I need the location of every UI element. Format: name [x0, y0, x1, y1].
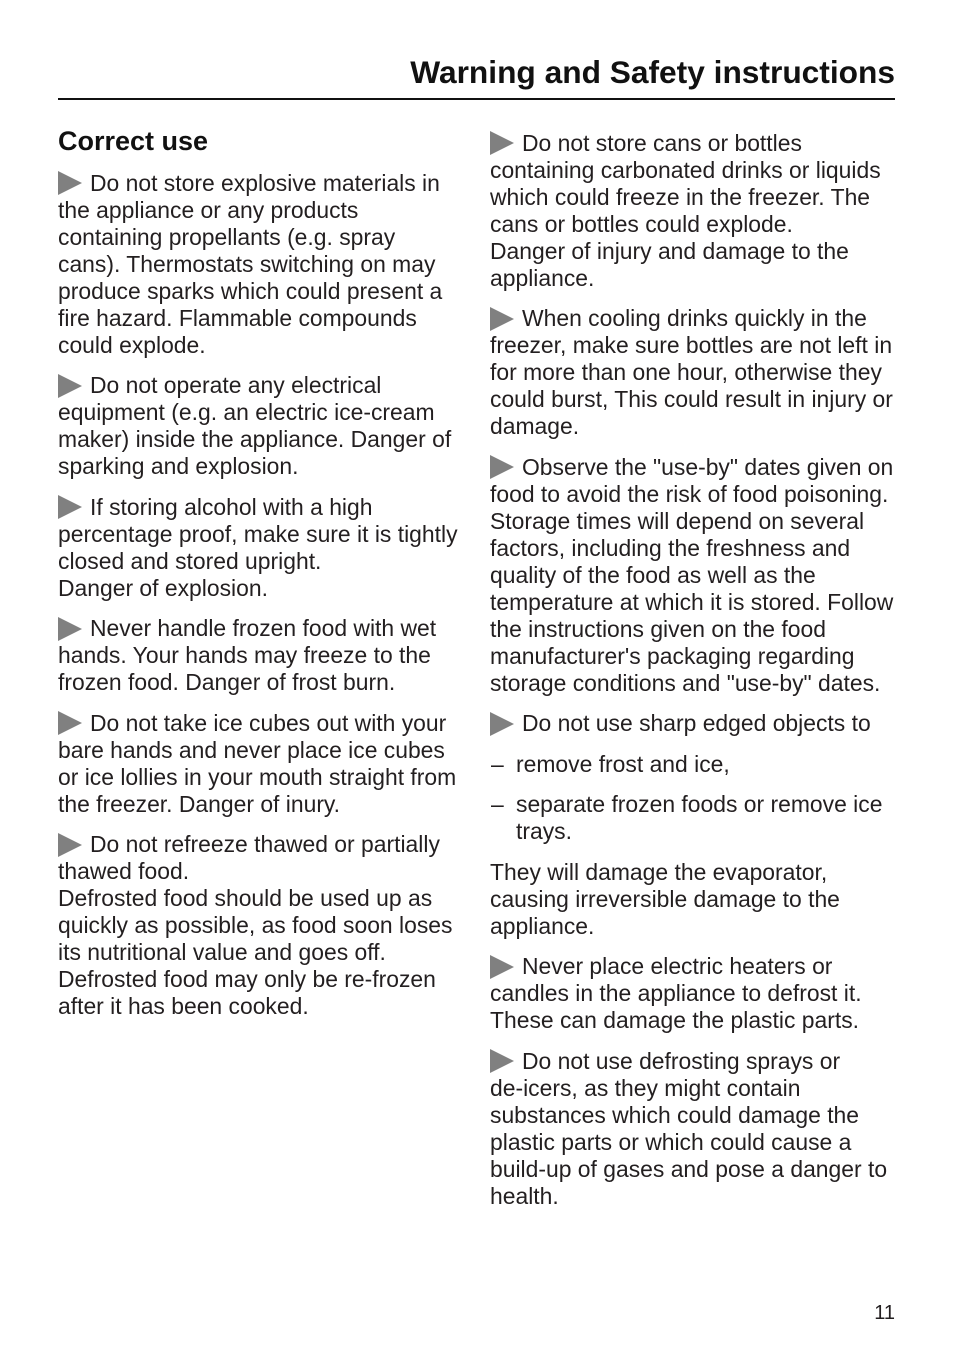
- warning-text: Do not use defrosting sprays or de-icers, as they might contain substances which could damage the plastic parts or which could cause a build-up of gases and pose a danger to health.: [490, 1047, 888, 1209]
- warning-text: Never handle frozen food with wet hands. Your hands may freeze to the frozen food. Danger of frost burn.: [58, 615, 437, 695]
- arrow-bullet-icon: [490, 455, 514, 479]
- arrow-bullet-icon: [490, 712, 514, 736]
- warning-text: If storing alcohol with a high percentage proof, make sure it is tightly closed and stored upright. Danger of explosion.: [58, 493, 458, 601]
- warning-text: Observe the "use-by" dates given on food to avoid the risk of food poisoning. Storage times will depend on several factors, including the freshness and quality of the food as well as the temperature at which it is stored. Follow the instructions given on the food manufacturer's packaging regarding storage conditions and "use-by" dates.: [490, 453, 894, 696]
- warning-text: Do not store cans or bottles containing carbonated drinks or liquids which could freeze in the freezer. The cans or bottles could explode. Danger of injury and damage to the appliance.: [490, 129, 881, 291]
- dash-marker: –: [491, 791, 504, 817]
- warning-item: [490, 130, 895, 292]
- section-heading: Correct use: [58, 126, 209, 156]
- warning-item: [58, 494, 462, 602]
- dash-marker: –: [491, 750, 504, 777]
- left-column: [58, 125, 462, 1034]
- warning-item: [490, 305, 895, 440]
- arrow-bullet-icon: [490, 1049, 514, 1073]
- warning-text: Do not operate any electrical equipment (e.g. an electric ice-cream maker) inside the appliance. Danger of sparking and explosion.: [58, 372, 452, 479]
- warning-text: Do not refreeze thawed or partially thawed food. Defrosted food should be used up as quickly as possible, as food soon loses its nutritional value and goes off. Defrosted food may only be re-frozen after it has been cooked.: [58, 831, 453, 1019]
- right-column: [490, 130, 895, 1224]
- warning-text: When cooling drinks quickly in the freezer, make sure bottles are not left in for more than one hour, otherwise they could burst, This could result in injury or damage.: [490, 305, 893, 439]
- list-item: [490, 751, 895, 778]
- page-title: Warning and Safety instructions: [410, 54, 895, 90]
- arrow-bullet-icon: [58, 711, 82, 735]
- warning-text: Do not use sharp edged objects to: [522, 710, 871, 736]
- warning-item: [58, 831, 462, 1020]
- warning-item: [490, 454, 895, 697]
- arrow-bullet-icon: [58, 617, 82, 641]
- warning-text: Do not take ice cubes out with your bare hands and never place ice cubes or ice lollies in your mouth straight from the freezer. Danger of inury.: [58, 709, 457, 817]
- warning-item: [58, 372, 462, 480]
- arrow-bullet-icon: [490, 131, 514, 155]
- warning-item: [490, 953, 895, 1034]
- arrow-bullet-icon: [58, 171, 82, 195]
- warning-item: [490, 1048, 895, 1210]
- warning-item: [58, 170, 462, 359]
- arrow-bullet-icon: [490, 955, 514, 979]
- warning-item: [490, 710, 895, 737]
- note-paragraph: [490, 859, 895, 940]
- arrow-bullet-icon: [58, 374, 82, 398]
- header-rule: [58, 98, 895, 100]
- warning-text: Do not store explosive materials in the appliance or any products containing propellants (e.g. spray cans). Thermostats switching on may produce sparks which could present a fire hazard. Flammable compounds could explode.: [58, 169, 443, 358]
- arrow-bullet-icon: [490, 307, 514, 331]
- list-item-text: separate frozen foods or remove ice trays.: [516, 791, 883, 844]
- warning-item: [58, 615, 462, 696]
- page-number: 11: [874, 1302, 895, 1324]
- warning-item: [58, 710, 462, 818]
- note-text: They will damage the evaporator, causing irreversible damage to the appliance.: [490, 858, 840, 939]
- arrow-bullet-icon: [58, 495, 82, 519]
- warning-text: Never place electric heaters or candles in the appliance to defrost it. These can damage the plastic parts.: [490, 953, 862, 1033]
- list-item: [490, 791, 895, 845]
- arrow-bullet-icon: [58, 833, 82, 857]
- list-item-text: remove frost and ice,: [516, 750, 730, 777]
